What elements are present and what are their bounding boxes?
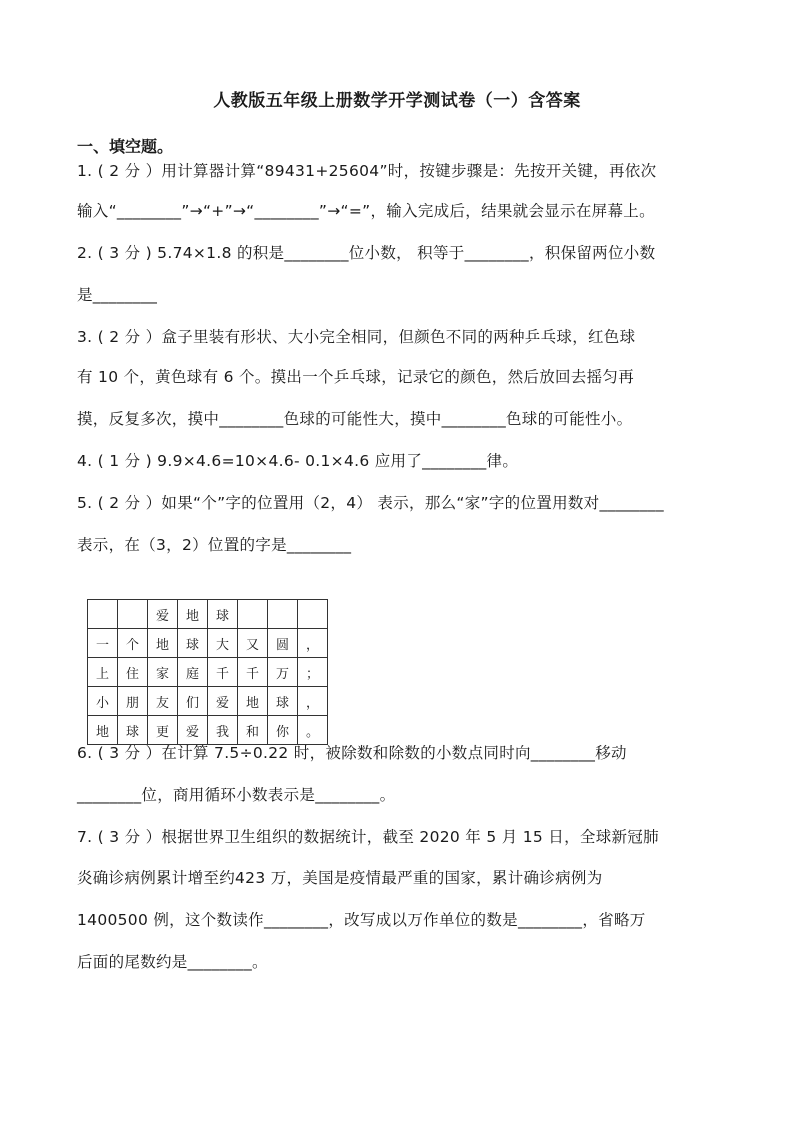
q6-line-2: ________位，商用循环小数表示是________。 — [77, 786, 396, 804]
grid-cell: 友 — [148, 687, 178, 716]
grid-cell: 朋 — [118, 687, 148, 716]
grid-cell: 庭 — [178, 658, 208, 687]
grid-row — [88, 600, 328, 629]
grid-cell: 。 — [298, 716, 328, 745]
q1-line-1: 1. ( 2 分 ）用计算器计算“89431+25604”时，按键步骤是：先按开关键，再依次 — [77, 162, 657, 180]
grid-cell: 爱 — [208, 687, 238, 716]
grid-cell: ； — [298, 658, 328, 687]
grid-cell: 球 — [178, 629, 208, 658]
grid-cell: 地 — [238, 687, 268, 716]
grid-cell: 上 — [88, 658, 118, 687]
grid-cell: 万 — [268, 658, 298, 687]
q7-line-3: 1400500 例，这个数读作________，改写成以万作单位的数是________，省略万 — [77, 911, 646, 929]
q3-line-2: 有 10 个，黄色球有 6 个。摸出一个乒乓球，记录它的颜色，然后放回去摇匀再 — [77, 368, 634, 386]
q5-line-1: 5. ( 2 分 ）如果“个”字的位置用（2，4） 表示，那么“家”字的位置用数对________ — [77, 494, 664, 512]
grid-cell: 圆 — [268, 629, 298, 658]
q2-line-1: 2. ( 3 分 ) 5.74×1.8 的积是________位小数， 积等于________，积保留两位小数 — [77, 244, 656, 262]
q4-line-1: 4. ( 1 分 ) 9.9×4.6=10×4.6- 0.1×4.6 应用了________律。 — [77, 452, 519, 470]
grid-cell: 地 — [178, 600, 208, 629]
grid-cell: ， — [298, 687, 328, 716]
grid-cell: 球 — [268, 687, 298, 716]
grid-cell: 大 — [208, 629, 238, 658]
grid-cell: 地 — [88, 716, 118, 745]
section-heading: 一、填空题。 — [77, 137, 174, 156]
grid-cell: ， — [298, 629, 328, 658]
grid-cell: 又 — [238, 629, 268, 658]
q3-line-3: 摸，反复多次，摸中________色球的可能性大，摸中________色球的可能性小。 — [77, 410, 633, 428]
q3-line-1: 3. ( 2 分 ）盒子里装有形状、大小完全相同，但颜色不同的两种乒乓球，红色球 — [77, 328, 636, 346]
grid-cell: 千 — [208, 658, 238, 687]
q6-line-1: 6. ( 3 分 ）在计算 7.5÷0.22 时，被除数和除数的小数点同时向________移动 — [77, 744, 627, 762]
grid-row — [88, 629, 328, 658]
grid-cell — [88, 600, 118, 629]
grid-cell: 小 — [88, 687, 118, 716]
q7-line-2: 炎确诊病例累计增至约423 万，美国是疫情最严重的国家，累计确诊病例为 — [77, 869, 603, 887]
q7-line-4: 后面的尾数约是________。 — [77, 953, 268, 971]
grid-cell: 你 — [268, 716, 298, 745]
grid-cell: 球 — [208, 600, 238, 629]
grid-cell: 千 — [238, 658, 268, 687]
grid-cell — [298, 600, 328, 629]
grid-cell: 和 — [238, 716, 268, 745]
grid-cell: 爱 — [148, 600, 178, 629]
grid-row — [88, 687, 328, 716]
page-title: 人教版五年级上册数学开学测试卷（一）含答案 — [213, 91, 581, 111]
grid-cell: 个 — [118, 629, 148, 658]
grid-cell — [118, 600, 148, 629]
grid-cell: 更 — [148, 716, 178, 745]
q7-line-1: 7. ( 3 分 ）根据世界卫生组织的数据统计，截至 2020 年 5 月 15 日，全球新冠肺 — [77, 828, 659, 846]
q5-line-2: 表示，在（3，2）位置的字是________ — [77, 536, 352, 554]
grid-cell: 住 — [118, 658, 148, 687]
grid-cell: 球 — [118, 716, 148, 745]
grid-cell: 爱 — [178, 716, 208, 745]
q1-line-2: 输入“________”→“+”→“________”→“=”，输入完成后，结果就会显示在屏幕上。 — [77, 202, 655, 220]
grid-cell: 地 — [148, 629, 178, 658]
q2-line-2: 是________ — [77, 286, 158, 304]
grid-cell: 我 — [208, 716, 238, 745]
grid-cell: 家 — [148, 658, 178, 687]
grid-cell: 一 — [88, 629, 118, 658]
grid-cell — [268, 600, 298, 629]
grid-cell: 们 — [178, 687, 208, 716]
character-grid — [87, 599, 328, 745]
grid-row — [88, 658, 328, 687]
grid-cell — [238, 600, 268, 629]
